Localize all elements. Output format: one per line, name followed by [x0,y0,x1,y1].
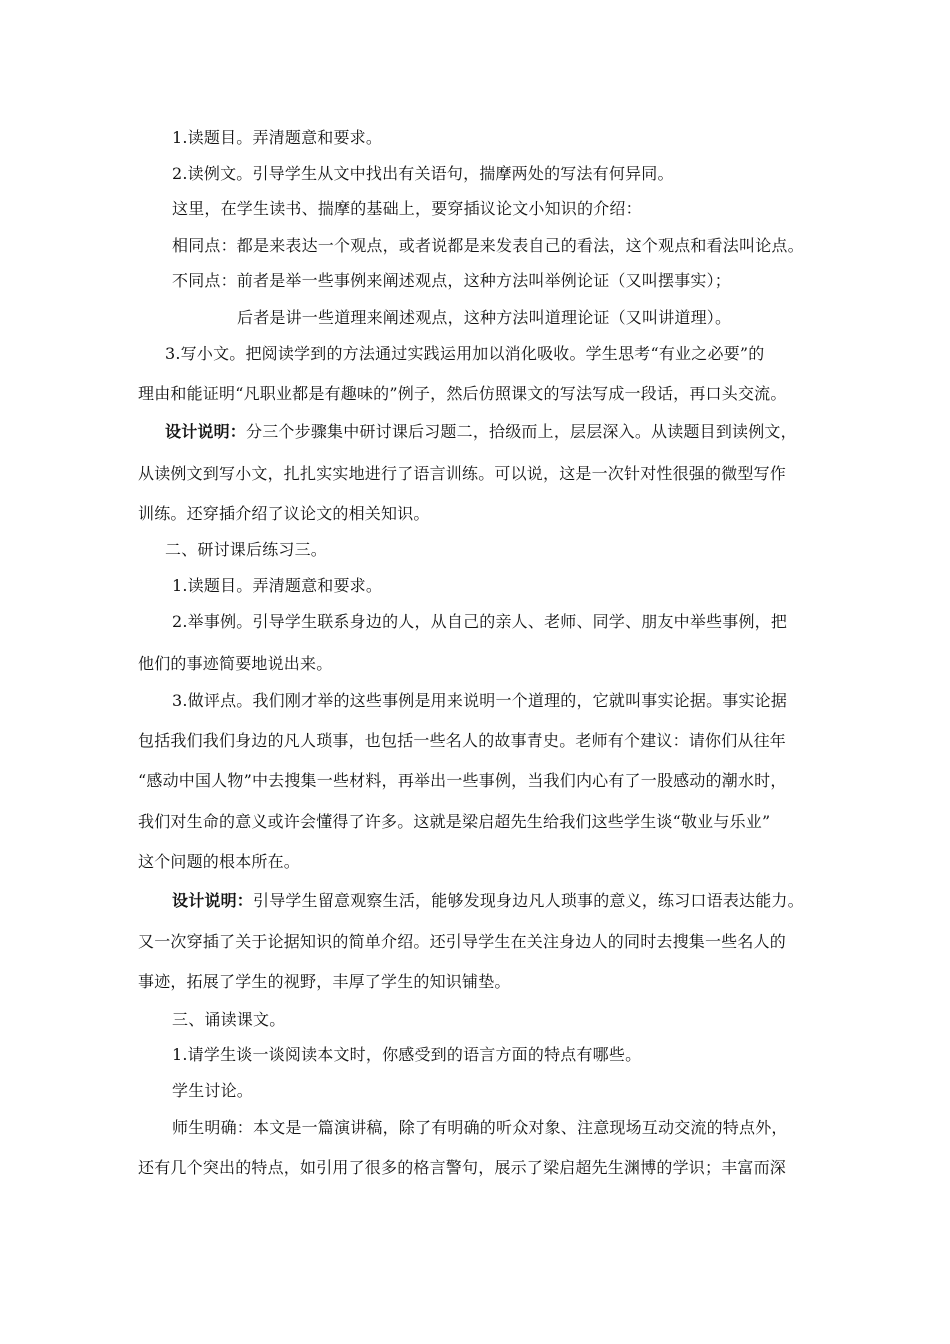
s2-heading: 二、研讨课后练习三。 [165,540,328,559]
s1-design-label: 设计说明： [165,422,247,441]
s3-step1: 1.请学生谈一谈阅读本文时，你感受到的语言方面的特点有哪些。 [172,1045,642,1064]
s2-design-note-line2: 又一次穿插了关于论据知识的简单介绍。还引导学生在关注身边人的同时去搜集一些名人的 [138,932,787,951]
s2-step2-line2: 他们的事迹简要地说出来。 [138,654,333,673]
s1-design-note-line2: 从读例文到写小文，扎扎实实地进行了语言训练。可以说，这是一次针对性很强的微型写作 [138,464,787,483]
s3-heading: 三、诵读课文。 [172,1010,286,1029]
s2-step3-line1: 3.做评点。我们刚才举的这些事例是用来说明一个道理的，它就叫事实论据。事实论据 [172,691,788,710]
s1-different-2: 后者是讲一些道理来阐述观点，这种方法叫道理论证（又叫讲道理）。 [237,308,732,327]
s1-step1: 1.读题目。弄清题意和要求。 [172,128,383,147]
s1-similar: 相同点：都是来表达一个观点，或者说都是来发表自己的看法，这个观点和看法叫论点。 [172,236,804,255]
s2-step1: 1.读题目。弄清题意和要求。 [172,576,383,595]
s1-different-1: 不同点：前者是举一些事例来阐述观点，这种方法叫举例论证（又叫摆事实）； [172,271,732,290]
s2-design-text: 引导学生留意观察生活，能够发现身边凡人琐事的意义，练习口语表达能力。 [253,891,804,910]
s1-design-text: 分三个步骤集中研讨课后习题二，拾级而上，层层深入。从读题目到读例文， [246,422,797,441]
s2-step3-line5: 这个问题的根本所在。 [138,852,301,871]
s2-step3-line4: 我们对生命的意义或许会懂得了许多。这就是梁启超先生给我们这些学生谈“敬业与乐业” [138,812,771,831]
s1-step3-line2: 理由和能证明“凡职业都是有趣味的”例子，然后仿照课文的写法写成一段话，再口头交流。 [138,384,787,403]
s1-design-note-line1 [165,422,797,442]
s2-step3-line3: “感动中国人物”中去搜集一些材料，再举出一些事例，当我们内心有了一股感动的潮水时， [138,771,787,790]
s3-clarify-line1: 师生明确：本文是一篇演讲稿，除了有明确的听众对象、注意现场互动交流的特点外， [172,1118,788,1137]
s1-design-note-line3: 训练。还穿插介绍了议论文的相关知识。 [138,504,430,523]
s1-intro: 这里，在学生读书、揣摩的基础上，要穿插议论文小知识的介绍： [172,199,642,218]
s2-design-note-line1 [172,891,804,911]
s1-step2: 2.读例文。引导学生从文中找出有关语句，揣摩两处的写法有何异同。 [172,164,674,183]
s2-design-label: 设计说明： [172,891,254,910]
s2-step3-line2: 包括我们我们身边的凡人琐事，也包括一些名人的故事青史。老师有个建议：请你们从往年 [138,731,787,750]
s3-discussion: 学生讨论。 [172,1081,254,1100]
s2-step2-line1: 2.举事例。引导学生联系身边的人，从自己的亲人、老师、同学、朋友中举些事例，把 [172,612,788,631]
s3-clarify-line2: 还有几个突出的特点，如引用了很多的格言警句，展示了梁启超先生渊博的学识；丰富而深 [138,1158,787,1177]
s2-design-note-line3: 事迹，拓展了学生的视野，丰厚了学生的知识铺垫。 [138,972,511,991]
s1-step3-line1: 3.写小文。把阅读学到的方法通过实践运用加以消化吸收。学生思考“有业之必要”的 [165,344,765,363]
